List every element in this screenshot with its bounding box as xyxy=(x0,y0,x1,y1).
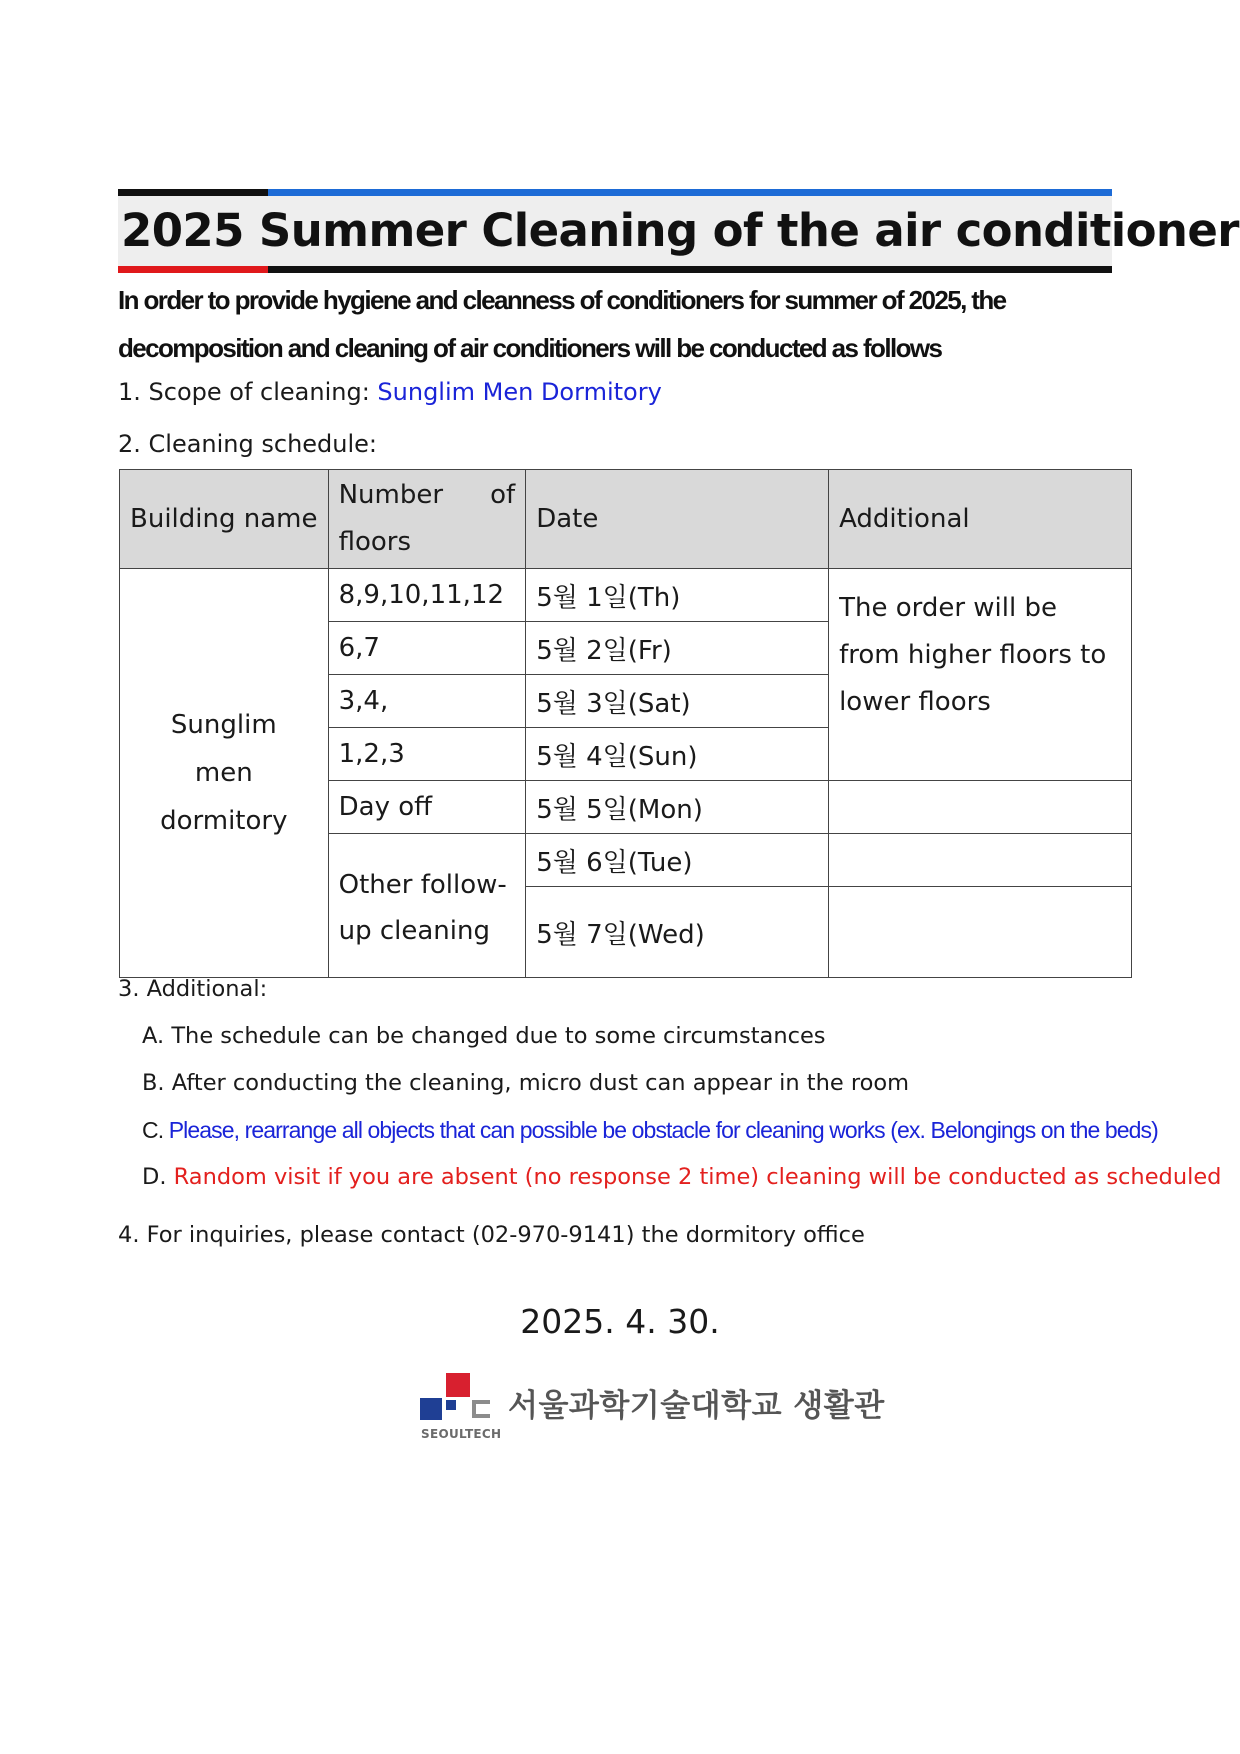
list-item-text: After conducting the cleaning, micro dust can appear in the room xyxy=(171,1070,910,1096)
date-cell: 5월 1일(Th) xyxy=(526,569,829,622)
header-building: Building name xyxy=(120,470,329,569)
scope-value: Sunglim Men Dormitory xyxy=(377,378,662,406)
additional-cell xyxy=(829,781,1132,834)
floors-cell: 8,9,10,11,12 xyxy=(328,569,526,622)
schedule-table xyxy=(119,469,1132,978)
date-cell: 5월 7일(Wed) xyxy=(526,887,829,978)
date-cell: 5월 6일(Tue) xyxy=(526,834,829,887)
notice-date: 2025. 4. 30. xyxy=(520,1302,720,1341)
list-item-prefix: C. xyxy=(142,1117,169,1143)
floors-cell: 6,7 xyxy=(328,622,526,675)
list-item-prefix: B. xyxy=(142,1070,172,1096)
header-floors-word1: Number xyxy=(338,480,444,510)
date-cell: 5월 5일(Mon) xyxy=(526,781,829,834)
table-row xyxy=(120,569,1132,622)
list-item xyxy=(142,1117,1158,1144)
list-item xyxy=(142,1070,909,1096)
floors-cell: 1,2,3 xyxy=(328,728,526,781)
seoultech-logo xyxy=(420,1372,885,1444)
date-cell: 5월 4일(Sun) xyxy=(526,728,829,781)
building-cell: Sunglim men dormitory xyxy=(120,569,329,978)
table-header-row xyxy=(120,470,1132,569)
logo-name: 서울과학기술대학교 생활관 xyxy=(508,1388,885,1424)
seoultech-logo-icon xyxy=(420,1372,500,1428)
page-title: 2025 Summer Cleaning of the air conditioner xyxy=(121,204,1239,257)
additional-label: 3. Additional: xyxy=(118,976,268,1002)
floors-cell: Other follow-up cleaning xyxy=(328,834,526,978)
title-bar-bottom-red xyxy=(118,266,268,273)
logo-subtitle: SEOULTECH xyxy=(421,1427,502,1441)
scope-line xyxy=(118,378,662,406)
intro-paragraph: In order to provide hygiene and cleanness of conditioners for summer of 2025, the decomposition and cleaning of air conditioners will be conducted as follows xyxy=(118,285,1006,363)
list-item-text: The schedule can be changed due to some circumstances xyxy=(171,1023,826,1049)
order-note-cell: The order will be from higher floors to lower floors xyxy=(829,569,1132,781)
date-cell: 5월 3일(Sat) xyxy=(526,675,829,728)
list-item xyxy=(142,1023,826,1049)
list-item xyxy=(142,1164,1221,1190)
scope-label: 1. Scope of cleaning: xyxy=(118,378,378,406)
list-item-text: Please, rearrange all objects that can possible be obstacle for cleaning works (ex. Belongings on the beds) xyxy=(168,1117,1158,1143)
list-item-prefix: A. xyxy=(142,1023,172,1049)
additional-cell xyxy=(829,887,1132,978)
inquiry-line: 4. For inquiries, please contact (02-970-9141) the dormitory office xyxy=(118,1222,865,1248)
additional-cell xyxy=(829,834,1132,887)
title-bar-top-black xyxy=(118,189,268,196)
header-floors-word2: of xyxy=(490,480,516,510)
title-bar-bottom-black xyxy=(268,266,1112,273)
date-cell: 5월 2일(Fr) xyxy=(526,622,829,675)
title-bar-top-blue xyxy=(268,189,1112,196)
header-floors xyxy=(328,470,526,569)
list-item-text: Random visit if you are absent (no response 2 time) cleaning will be conducted as scheduled xyxy=(173,1164,1222,1190)
list-item-prefix: D. xyxy=(142,1164,174,1190)
floors-cell: Day off xyxy=(328,781,526,834)
header-date: Date xyxy=(526,470,829,569)
header-additional: Additional xyxy=(829,470,1132,569)
schedule-label: 2. Cleaning schedule: xyxy=(118,430,378,458)
header-floors-word3: floors xyxy=(338,527,412,557)
floors-cell: 3,4, xyxy=(328,675,526,728)
